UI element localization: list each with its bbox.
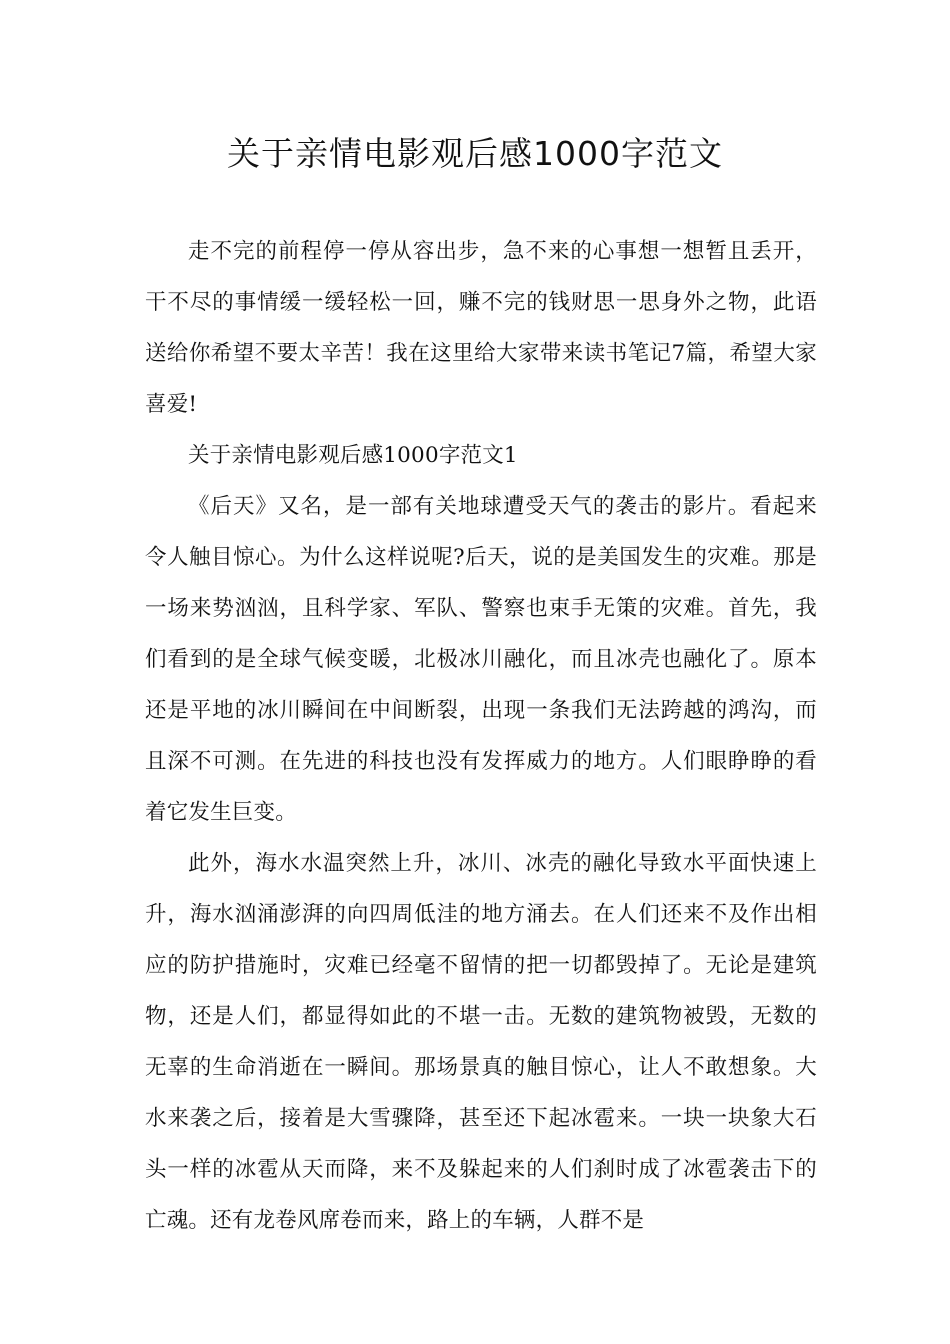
body-paragraph: 《后天》又名，是一部有关地球遭受天气的袭击的影片。看起来令人触目惊心。为什么这样说呢?后天，说的是美国发生的灾难。那是一场来势汹汹，且科学家、军队、警察也束手无策的灾难。首先，我们看到的是全球气候变暖，北极冰川融化，而且冰壳也融化了。原本还是平地的冰川瞬间在中间断裂，出现一条我们无法跨越的鸿沟，而且深不可测。在先进的科技也没有发挥威力的地方。人们眼睁睁的看着它发生巨变。 xyxy=(145,494,817,825)
section-heading: 关于亲情电影观后感1000字范文1 xyxy=(188,443,518,468)
document-body xyxy=(145,226,817,1246)
document-title: 关于亲情电影观后感1000字范文 xyxy=(227,134,723,173)
intro-paragraph: 走不完的前程停一停从容出步，急不来的心事想一想暂且丢开，干不尽的事情缓一缓轻松一回，赚不完的钱财思一思身外之物，此语送给你希望不要太辛苦！我在这里给大家带来读书笔记7篇，希望大家喜爱! xyxy=(145,239,817,417)
body-paragraph: 此外，海水水温突然上升，冰川、冰壳的融化导致水平面快速上升，海水汹涌澎湃的向四周低洼的地方涌去。在人们还来不及作出相应的防护措施时，灾难已经毫不留情的把一切都毁掉了。无论是建筑物，还是人们，都显得如此的不堪一击。无数的建筑物被毁，无数的无辜的生命消逝在一瞬间。那场景真的触目惊心，让人不敢想象。大水来袭之后，接着是大雪骤降，甚至还下起冰雹来。一块一块象大石头一样的冰雹从天而降，来不及躲起来的人们刹时成了冰雹袭击下的亡魂。还有龙卷风席卷而来，路上的车辆，人群不是 xyxy=(145,851,817,1233)
